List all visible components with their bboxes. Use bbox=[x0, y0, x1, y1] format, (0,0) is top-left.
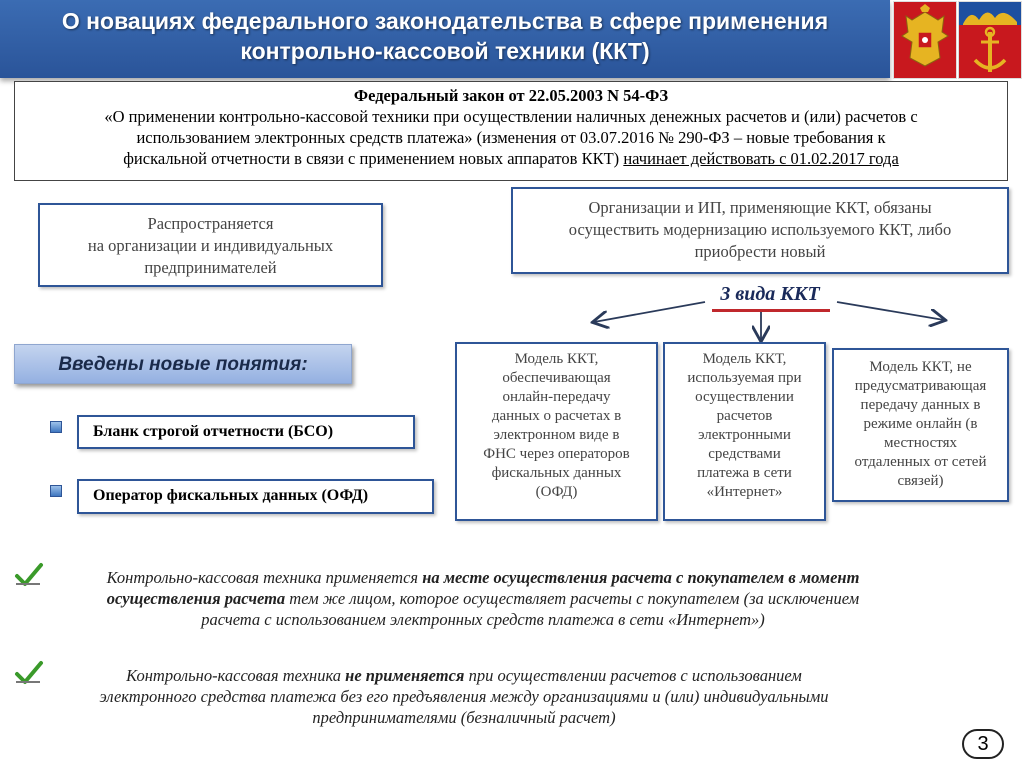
model1-line: данных о расчетах в bbox=[491, 408, 622, 424]
model2-line: платежа в сети bbox=[697, 465, 792, 481]
law-effective-date: начинает действовать с 01.02.2017 года bbox=[623, 149, 899, 168]
kkt-model-internet bbox=[663, 342, 826, 521]
model1-line: обеспечивающая bbox=[502, 370, 611, 386]
model1-line: электронном виде в bbox=[493, 427, 620, 443]
murmansk-coat-of-arms-icon bbox=[958, 1, 1022, 79]
obligation-line-2: осуществить модернизацию используемого ККТ, либо bbox=[568, 220, 952, 239]
exemption-line-3: предпринимателями (безналичный расчет) bbox=[312, 708, 616, 727]
term-ofd: Оператор фискальных данных (ОФД) bbox=[77, 479, 434, 514]
scope-line-3: предпринимателей bbox=[144, 258, 277, 277]
exemption-line-2: электронного средства платежа без его предъявления между организациями и (или) индивидуальными bbox=[99, 687, 829, 706]
obligation-line-1: Организации и ИП, применяющие ККТ, обязаны bbox=[588, 198, 932, 217]
exemption-emphasis: не применяется bbox=[345, 666, 465, 685]
russia-coat-of-arms-icon bbox=[893, 1, 957, 79]
branch-arrows bbox=[580, 290, 960, 350]
model3-line: местностях bbox=[883, 435, 958, 451]
page-title bbox=[10, 6, 880, 66]
model2-line: расчетов bbox=[716, 408, 773, 424]
model1-line: онлайн-передачу bbox=[502, 389, 611, 405]
model2-line: осуществлении bbox=[695, 389, 794, 405]
usage-emphasis: на месте осуществления расчета с покупателем в момент bbox=[422, 568, 860, 587]
square-bullet-icon bbox=[50, 421, 62, 433]
usage-line-3: расчета с использованием электронных средств платежа в сети «Интернет») bbox=[201, 610, 765, 629]
scope-box bbox=[38, 203, 383, 287]
usage-line-1 bbox=[38, 567, 928, 588]
model1-line: фискальных данных bbox=[491, 465, 622, 481]
model2-line: Модель ККТ, bbox=[702, 351, 787, 367]
scope-line-2: на организации и индивидуальных bbox=[87, 236, 334, 255]
model3-line: режиме онлайн (в bbox=[863, 416, 978, 432]
model3-line: отдаленных от сетей bbox=[854, 454, 987, 470]
model2-line: «Интернет» bbox=[706, 484, 783, 500]
arrow-left bbox=[594, 302, 705, 322]
law-text-line-1: «О применении контрольно-кассовой техники при осуществлении наличных денежных расчетов и (или) расчетов с bbox=[104, 107, 918, 126]
arrow-right bbox=[837, 302, 944, 320]
kkt-types-title: 3 вида ККТ bbox=[720, 283, 820, 305]
exemption-text: Контрольно-кассовая техника bbox=[126, 666, 346, 685]
exemption-text: при осуществлении расчетов с использованием bbox=[464, 666, 802, 685]
square-bullet-icon bbox=[50, 485, 62, 497]
exemption-paragraph bbox=[38, 665, 890, 728]
model1-line: ФНС через операторов bbox=[483, 446, 630, 462]
usage-emphasis: осуществления расчета bbox=[106, 589, 286, 608]
usage-paragraph bbox=[38, 567, 928, 630]
obligation-box bbox=[511, 187, 1009, 274]
usage-line-2 bbox=[38, 588, 928, 609]
model3-line: Модель ККТ, не bbox=[869, 359, 972, 375]
model2-line: используемая при bbox=[687, 370, 802, 386]
law-text-line-2: использованием электронных средств платежа» (изменения от 03.07.2016 № 290-ФЗ – новые требования к bbox=[136, 128, 886, 147]
law-text-line-3-start: фискальной отчетности в связи с применением новых аппаратов ККТ) bbox=[123, 149, 624, 168]
scope-line-1: Распространяется bbox=[147, 214, 274, 233]
title-line-2: контрольно-кассовой техники (ККТ) bbox=[240, 38, 650, 64]
page-number: 3 bbox=[962, 729, 1004, 759]
usage-text: Контрольно-кассовая техника применяется bbox=[106, 568, 423, 587]
model2-line: средствами bbox=[708, 446, 781, 462]
exemption-line-1 bbox=[38, 665, 890, 686]
law-text-line-3 bbox=[15, 148, 1007, 169]
obligation-line-3: приобрести новый bbox=[694, 242, 826, 261]
model3-line: передачу данных в bbox=[860, 397, 981, 413]
term-bso: Бланк строгой отчетности (БСО) bbox=[77, 415, 415, 449]
model1-line: Модель ККТ, bbox=[514, 351, 599, 367]
kkt-model-online bbox=[455, 342, 658, 521]
usage-text: тем же лицом, которое осуществляет расчеты с покупателем (за исключением bbox=[285, 589, 860, 608]
model1-line: (ОФД) bbox=[535, 484, 578, 500]
model3-line: предусматривающая bbox=[854, 378, 987, 394]
model2-line: электронными bbox=[698, 427, 791, 443]
model3-line: связей) bbox=[897, 473, 944, 489]
title-line-1: О новациях федерального законодательства в сфере применения bbox=[61, 8, 829, 34]
new-concepts-heading: Введены новые понятия: bbox=[14, 344, 352, 384]
federal-law-box bbox=[14, 81, 1008, 181]
law-title: Федеральный закон от 22.05.2003 N 54-ФЗ bbox=[353, 86, 669, 105]
kkt-model-offline bbox=[832, 348, 1009, 502]
